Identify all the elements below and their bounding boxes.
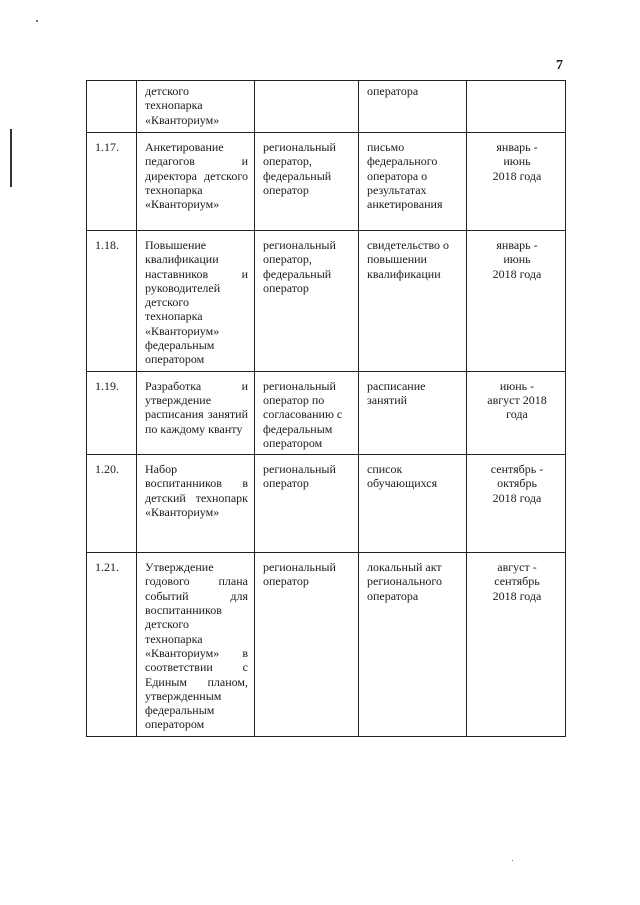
deadline-cell: август - сентябрь 2018 года <box>467 553 566 737</box>
scan-speck <box>36 20 38 22</box>
deadline-cell: январь - июнь 2018 года <box>467 133 566 231</box>
result-cell: письмо федерального оператора о результатах анкетирования <box>359 133 467 231</box>
item-number: 1.21. <box>87 553 137 737</box>
deadline-cell: сентябрь - октябрь 2018 года <box>467 455 566 553</box>
deadline-cell: июнь - август 2018 года <box>467 371 566 454</box>
table-row <box>87 371 566 454</box>
item-number: 1.20. <box>87 455 137 553</box>
executor-cell <box>255 81 359 133</box>
executor-cell: региональный оператор <box>255 553 359 737</box>
deadline-cell: январь - июнь 2018 года <box>467 231 566 372</box>
activity-cell: Повышение квалификации наставников и руководителей детского технопарка «Кванториум» федеральным оператором <box>137 231 255 372</box>
result-cell: свидетельство о повышении квалификации <box>359 231 467 372</box>
activity-cell: Набор воспитанников в детский технопарк «Кванториум» <box>137 455 255 553</box>
executor-cell: региональный оператор <box>255 455 359 553</box>
activity-cell: детского технопарка «Кванториум» <box>137 81 255 133</box>
item-number: 1.18. <box>87 231 137 372</box>
result-cell: расписание занятий <box>359 371 467 454</box>
item-number <box>87 81 137 133</box>
table-row <box>87 455 566 553</box>
table-row <box>87 553 566 737</box>
item-number: 1.19. <box>87 371 137 454</box>
margin-scan-mark <box>10 129 12 187</box>
activity-cell: Утверждение годового плана событий для воспитанников детского технопарка «Кванториум» в соответствии с Единым планом, утвержденным федеральным оператором <box>137 553 255 737</box>
table-row <box>87 81 566 133</box>
scan-speck <box>512 860 513 861</box>
table-row <box>87 133 566 231</box>
page-number: 7 <box>556 58 563 73</box>
activity-cell: Разработка и утверждение расписания занятий по каждому кванту <box>137 371 255 454</box>
plan-table <box>86 80 566 737</box>
result-cell: список обучающихся <box>359 455 467 553</box>
activity-cell: Анкетирование педагогов и директора детского технопарка «Кванториум» <box>137 133 255 231</box>
item-number: 1.17. <box>87 133 137 231</box>
executor-cell: региональный оператор, федеральный оператор <box>255 133 359 231</box>
result-cell: оператора <box>359 81 467 133</box>
deadline-cell <box>467 81 566 133</box>
executor-cell: региональный оператор по согласованию с федеральным оператором <box>255 371 359 454</box>
table-row <box>87 231 566 372</box>
result-cell: локальный акт регионального оператора <box>359 553 467 737</box>
executor-cell: региональный оператор, федеральный оператор <box>255 231 359 372</box>
